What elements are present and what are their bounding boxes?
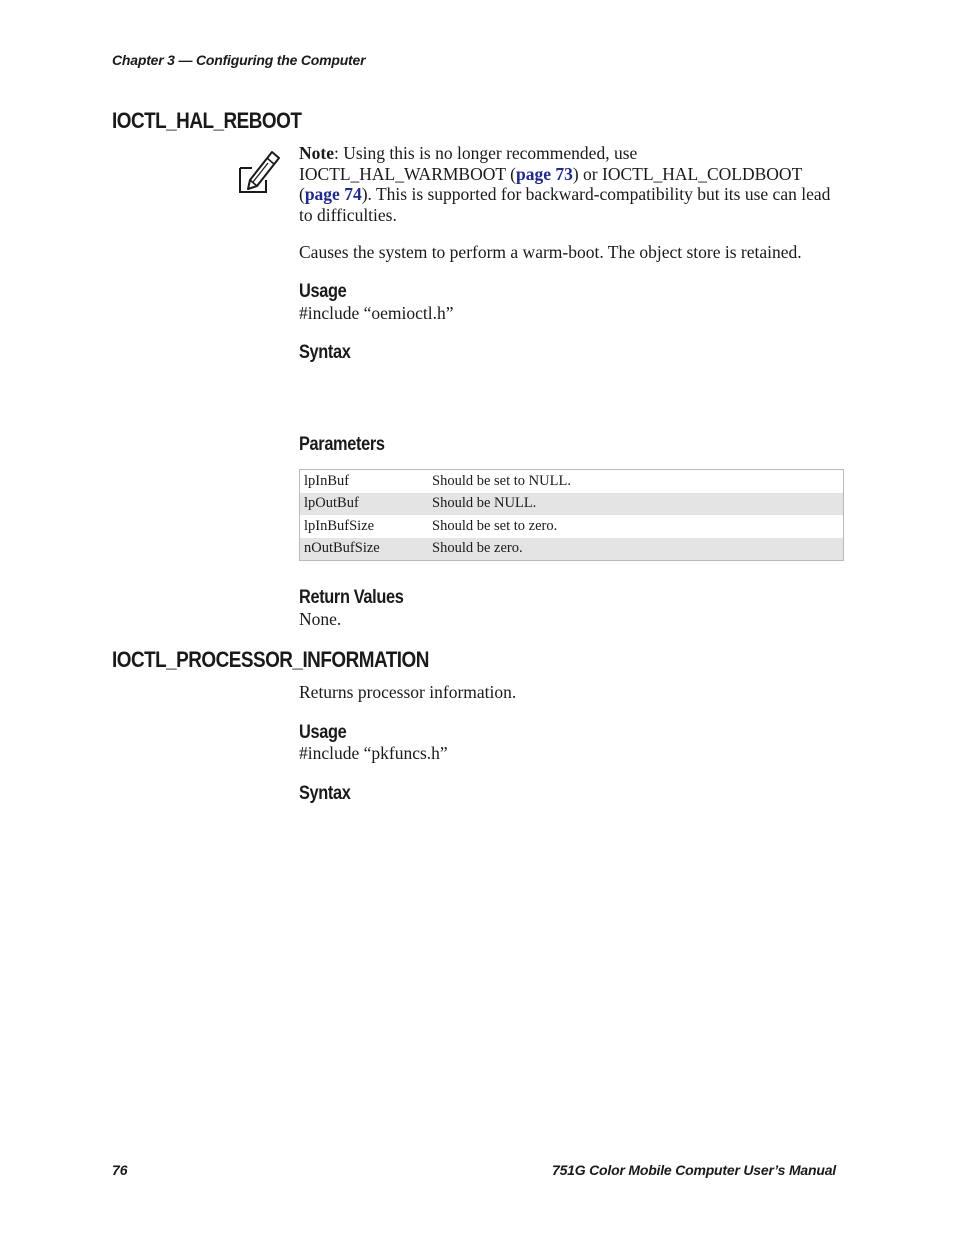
page-73-link[interactable]: page 73 [515, 163, 573, 184]
param-name: lpInBuf [304, 472, 350, 489]
note-label: Note [299, 143, 334, 163]
parameters-heading: Parameters [299, 434, 385, 455]
return-values-text: None. [299, 609, 342, 629]
usage-code: #include “pkfuncs.h” [299, 743, 448, 763]
manual-title: 751G Color Mobile Computer User’s Manual [552, 1162, 836, 1178]
note-text-c: ). This is supported for backward-compatibility but its use can lead to difficulties. [299, 184, 831, 225]
table-row [300, 493, 844, 516]
table-row [300, 470, 844, 493]
note-text-b: ) or IOCTL_HAL_COLDBOOT ( [299, 163, 802, 204]
param-desc: Should be zero. [428, 538, 844, 561]
usage-heading: Usage [299, 722, 347, 743]
param-name: lpInBufSize [304, 517, 375, 534]
param-desc: Should be NULL. [428, 493, 844, 516]
hal-reboot-description: Causes the system to perform a warm-boot. The object store is retained. [299, 242, 802, 262]
note-pencil-icon [236, 146, 282, 194]
section-title-processor-information: IOCTL_PROCESSOR_INFORMATION [112, 647, 429, 672]
usage-code: #include “oemioctl.h” [299, 303, 454, 323]
param-name: nOutBufSize [300, 538, 429, 561]
param-desc: Should be set to zero. [432, 517, 558, 534]
page-74-link[interactable]: page 74 [304, 184, 362, 204]
processor-information-description: Returns processor information. [299, 682, 517, 702]
table-row [300, 538, 844, 561]
note-text-a: : Using this is no longer recommended, use IOCTL_HAL_WARMBOOT ( [299, 143, 638, 184]
table-row [300, 515, 844, 538]
page-number: 76 [112, 1162, 128, 1178]
section-title-hal-reboot: IOCTL_HAL_REBOOT [112, 108, 302, 133]
syntax-heading: Syntax [299, 783, 351, 804]
param-name: lpOutBuf [300, 493, 429, 516]
running-header: Chapter 3 — Configuring the Computer [112, 52, 366, 68]
syntax-heading: Syntax [299, 342, 351, 363]
usage-heading: Usage [299, 281, 347, 302]
return-values-heading: Return Values [299, 587, 404, 608]
parameters-table [299, 469, 844, 561]
note-text [299, 143, 844, 225]
param-desc: Should be set to NULL. [432, 472, 571, 489]
